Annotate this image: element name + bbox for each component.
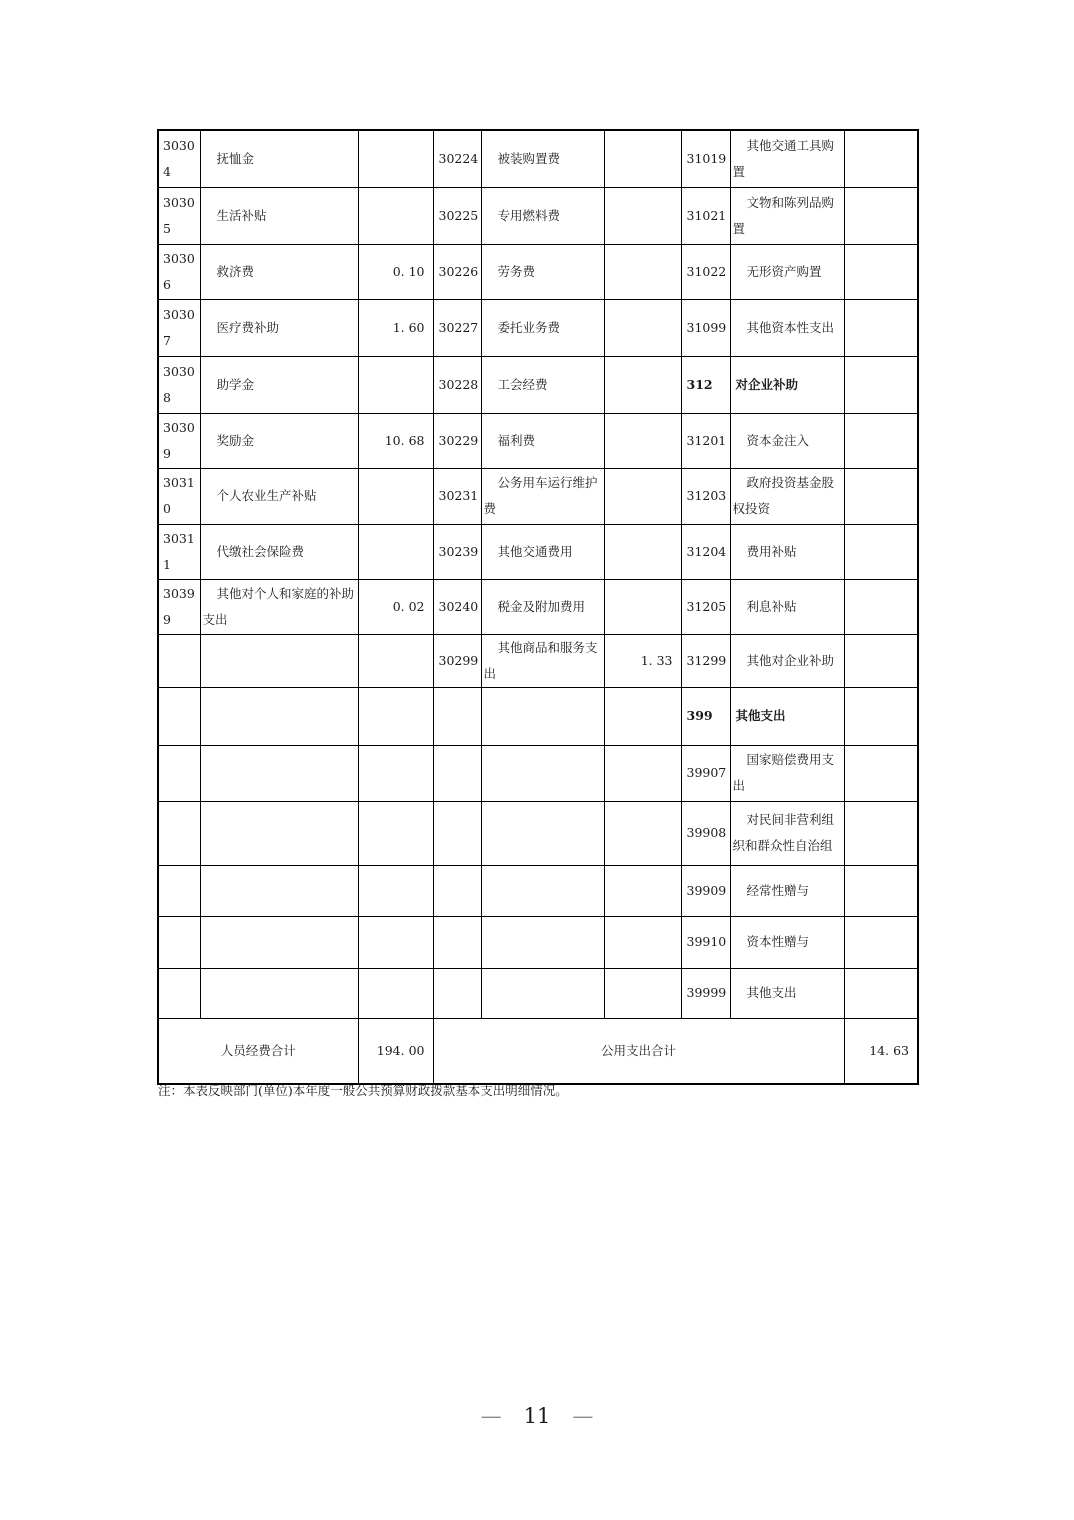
cell-code1: 30310: [158, 468, 200, 524]
cell-name1: 代缴社会保险费: [200, 524, 358, 579]
cell-name3: 文物和陈列品购置: [730, 187, 844, 244]
cell-name2: [481, 916, 604, 968]
cell-name2: 公务用车运行维护费: [481, 468, 604, 524]
cell-name3: 对民间非营利组织和群众性自治组: [730, 801, 844, 865]
cell-name1: 生活补贴: [200, 187, 358, 244]
cell-name3: 利息补贴: [730, 579, 844, 634]
cell-amount3: [844, 634, 918, 687]
cell-name2: 福利费: [481, 413, 604, 468]
cell-code3: 31022: [681, 244, 730, 299]
table-row: [158, 356, 918, 413]
table-footer: [158, 1018, 918, 1084]
cell-code2: [433, 865, 481, 916]
cell-name1: [200, 801, 358, 865]
cell-name1: 助学金: [200, 356, 358, 413]
cell-code2: 30240: [433, 579, 481, 634]
cell-amount3: [844, 687, 918, 745]
cell-code1: [158, 916, 200, 968]
cell-amount1: [358, 687, 433, 745]
table-row: [158, 687, 918, 745]
cell-amount1: [358, 130, 433, 187]
cell-code1: [158, 865, 200, 916]
table-row: [158, 968, 918, 1018]
cell-amount1: 10. 68: [358, 413, 433, 468]
cell-amount2: [604, 745, 681, 801]
cell-code1: [158, 745, 200, 801]
personnel-total-label: 人员经费合计: [158, 1018, 358, 1084]
table-row: [158, 801, 918, 865]
cell-name3: 国家赔偿费用支出: [730, 745, 844, 801]
table-row: [158, 468, 918, 524]
cell-name3: 其他对企业补助: [730, 634, 844, 687]
cell-name3: 其他支出: [730, 968, 844, 1018]
page-number-value: 11: [523, 1404, 551, 1428]
cell-name2: 委托业务费: [481, 299, 604, 356]
cell-amount3: [844, 356, 918, 413]
cell-amount1: [358, 634, 433, 687]
cell-name1: 救济费: [200, 244, 358, 299]
table-row: [158, 579, 918, 634]
cell-amount2: [604, 244, 681, 299]
cell-amount2: [604, 579, 681, 634]
cell-amount2: [604, 524, 681, 579]
cell-amount3: [844, 130, 918, 187]
cell-name2: 被装购置费: [481, 130, 604, 187]
table-row: [158, 187, 918, 244]
cell-code3: 39909: [681, 865, 730, 916]
table-row: [158, 130, 918, 187]
cell-name1: 奖励金: [200, 413, 358, 468]
cell-amount2: 1. 33: [604, 634, 681, 687]
cell-amount3: [844, 187, 918, 244]
cell-amount1: [358, 968, 433, 1018]
cell-amount2: [604, 413, 681, 468]
cell-amount2: [604, 299, 681, 356]
cell-amount2: [604, 687, 681, 745]
cell-amount2: [604, 468, 681, 524]
cell-code1: 30305: [158, 187, 200, 244]
cell-amount3: [844, 244, 918, 299]
cell-name1: 个人农业生产补贴: [200, 468, 358, 524]
cell-amount2: [604, 916, 681, 968]
public-total-label: 公用支出合计: [433, 1018, 844, 1084]
basic-expenditure-detail-table: [157, 129, 919, 1085]
cell-code3: 399: [681, 687, 730, 745]
cell-name1: [200, 968, 358, 1018]
cell-amount2: [604, 865, 681, 916]
cell-name3: 费用补贴: [730, 524, 844, 579]
cell-code3: 31019: [681, 130, 730, 187]
cell-amount1: [358, 356, 433, 413]
cell-amount3: [844, 524, 918, 579]
cell-code2: 30231: [433, 468, 481, 524]
cell-name3: 资本性赠与: [730, 916, 844, 968]
cell-name1: 医疗费补助: [200, 299, 358, 356]
cell-code3: 39907: [681, 745, 730, 801]
table-row: [158, 299, 918, 356]
cell-amount1: [358, 468, 433, 524]
cell-code3: 31204: [681, 524, 730, 579]
cell-amount3: [844, 865, 918, 916]
cell-code2: 30228: [433, 356, 481, 413]
cell-name2: [481, 968, 604, 1018]
cell-name1: [200, 916, 358, 968]
table-row: [158, 413, 918, 468]
cell-name2: 税金及附加费用: [481, 579, 604, 634]
cell-code3: 31021: [681, 187, 730, 244]
cell-name2: [481, 687, 604, 745]
cell-code2: 30299: [433, 634, 481, 687]
cell-name3: 其他支出: [730, 687, 844, 745]
cell-amount1: [358, 801, 433, 865]
table-row: [158, 865, 918, 916]
cell-code3: 39999: [681, 968, 730, 1018]
cell-amount3: [844, 468, 918, 524]
cell-code1: 30306: [158, 244, 200, 299]
totals-row: [158, 1018, 918, 1084]
page-number: [0, 1404, 1074, 1428]
cell-code2: 30227: [433, 299, 481, 356]
cell-code1: 30304: [158, 130, 200, 187]
cell-name2: 其他商品和服务支出: [481, 634, 604, 687]
cell-code3: 31203: [681, 468, 730, 524]
cell-amount3: [844, 745, 918, 801]
cell-name2: [481, 801, 604, 865]
cell-name2: [481, 745, 604, 801]
cell-code2: 30239: [433, 524, 481, 579]
cell-name2: 工会经费: [481, 356, 604, 413]
cell-amount2: [604, 187, 681, 244]
cell-amount1: [358, 524, 433, 579]
cell-code1: 30311: [158, 524, 200, 579]
cell-amount1: [358, 745, 433, 801]
cell-amount3: [844, 413, 918, 468]
cell-name1: [200, 865, 358, 916]
cell-name1: 抚恤金: [200, 130, 358, 187]
cell-name2: 其他交通费用: [481, 524, 604, 579]
cell-code2: 30224: [433, 130, 481, 187]
cell-name1: [200, 745, 358, 801]
cell-code1: [158, 634, 200, 687]
table-row: [158, 745, 918, 801]
cell-amount3: [844, 299, 918, 356]
cell-name3: 其他资本性支出: [730, 299, 844, 356]
cell-code3: 39910: [681, 916, 730, 968]
cell-name3: 资本金注入: [730, 413, 844, 468]
personnel-total-value: 194. 00: [358, 1018, 433, 1084]
cell-name1: 其他对个人和家庭的补助支出: [200, 579, 358, 634]
page-number-dash-right: —: [572, 1404, 594, 1428]
cell-name3: 政府投资基金股权投资: [730, 468, 844, 524]
cell-name1: [200, 634, 358, 687]
cell-code3: 31201: [681, 413, 730, 468]
cell-name2: 专用燃料费: [481, 187, 604, 244]
cell-amount2: [604, 130, 681, 187]
table-row: [158, 916, 918, 968]
cell-amount1: [358, 865, 433, 916]
cell-amount3: [844, 801, 918, 865]
cell-amount2: [604, 968, 681, 1018]
public-total-value: 14. 63: [844, 1018, 918, 1084]
cell-name3: 经常性赠与: [730, 865, 844, 916]
cell-code1: 30307: [158, 299, 200, 356]
cell-code3: 31099: [681, 299, 730, 356]
cell-name3: 对企业补助: [730, 356, 844, 413]
table-note: 注：本表反映部门(单位)本年度一般公共预算财政拨款基本支出明细情况。: [158, 1083, 568, 1098]
cell-code2: [433, 801, 481, 865]
cell-code1: [158, 968, 200, 1018]
cell-amount1: [358, 916, 433, 968]
cell-amount1: 0. 10: [358, 244, 433, 299]
table-row: [158, 244, 918, 299]
page-number-dash-left: —: [480, 1404, 502, 1428]
cell-code2: [433, 687, 481, 745]
cell-amount3: [844, 968, 918, 1018]
cell-code1: 30309: [158, 413, 200, 468]
cell-code1: [158, 687, 200, 745]
cell-amount3: [844, 579, 918, 634]
cell-code2: [433, 745, 481, 801]
cell-amount3: [844, 916, 918, 968]
cell-code1: 30399: [158, 579, 200, 634]
cell-code1: [158, 801, 200, 865]
cell-code2: 30226: [433, 244, 481, 299]
cell-name3: 无形资产购置: [730, 244, 844, 299]
cell-code2: 30229: [433, 413, 481, 468]
cell-name3: 其他交通工具购置: [730, 130, 844, 187]
cell-name2: [481, 865, 604, 916]
cell-code3: 31205: [681, 579, 730, 634]
table-row: [158, 634, 918, 687]
budget-table-sheet: [157, 129, 917, 1085]
cell-amount2: [604, 356, 681, 413]
cell-name2: 劳务费: [481, 244, 604, 299]
cell-name1: [200, 687, 358, 745]
cell-code2: [433, 968, 481, 1018]
cell-code1: 30308: [158, 356, 200, 413]
cell-code2: 30225: [433, 187, 481, 244]
table-row: [158, 524, 918, 579]
cell-amount2: [604, 801, 681, 865]
cell-code3: 31299: [681, 634, 730, 687]
cell-code3: 312: [681, 356, 730, 413]
cell-code2: [433, 916, 481, 968]
table-rows: [158, 130, 918, 1018]
cell-code3: 39908: [681, 801, 730, 865]
cell-amount1: 0. 02: [358, 579, 433, 634]
cell-amount1: [358, 187, 433, 244]
cell-amount1: 1. 60: [358, 299, 433, 356]
